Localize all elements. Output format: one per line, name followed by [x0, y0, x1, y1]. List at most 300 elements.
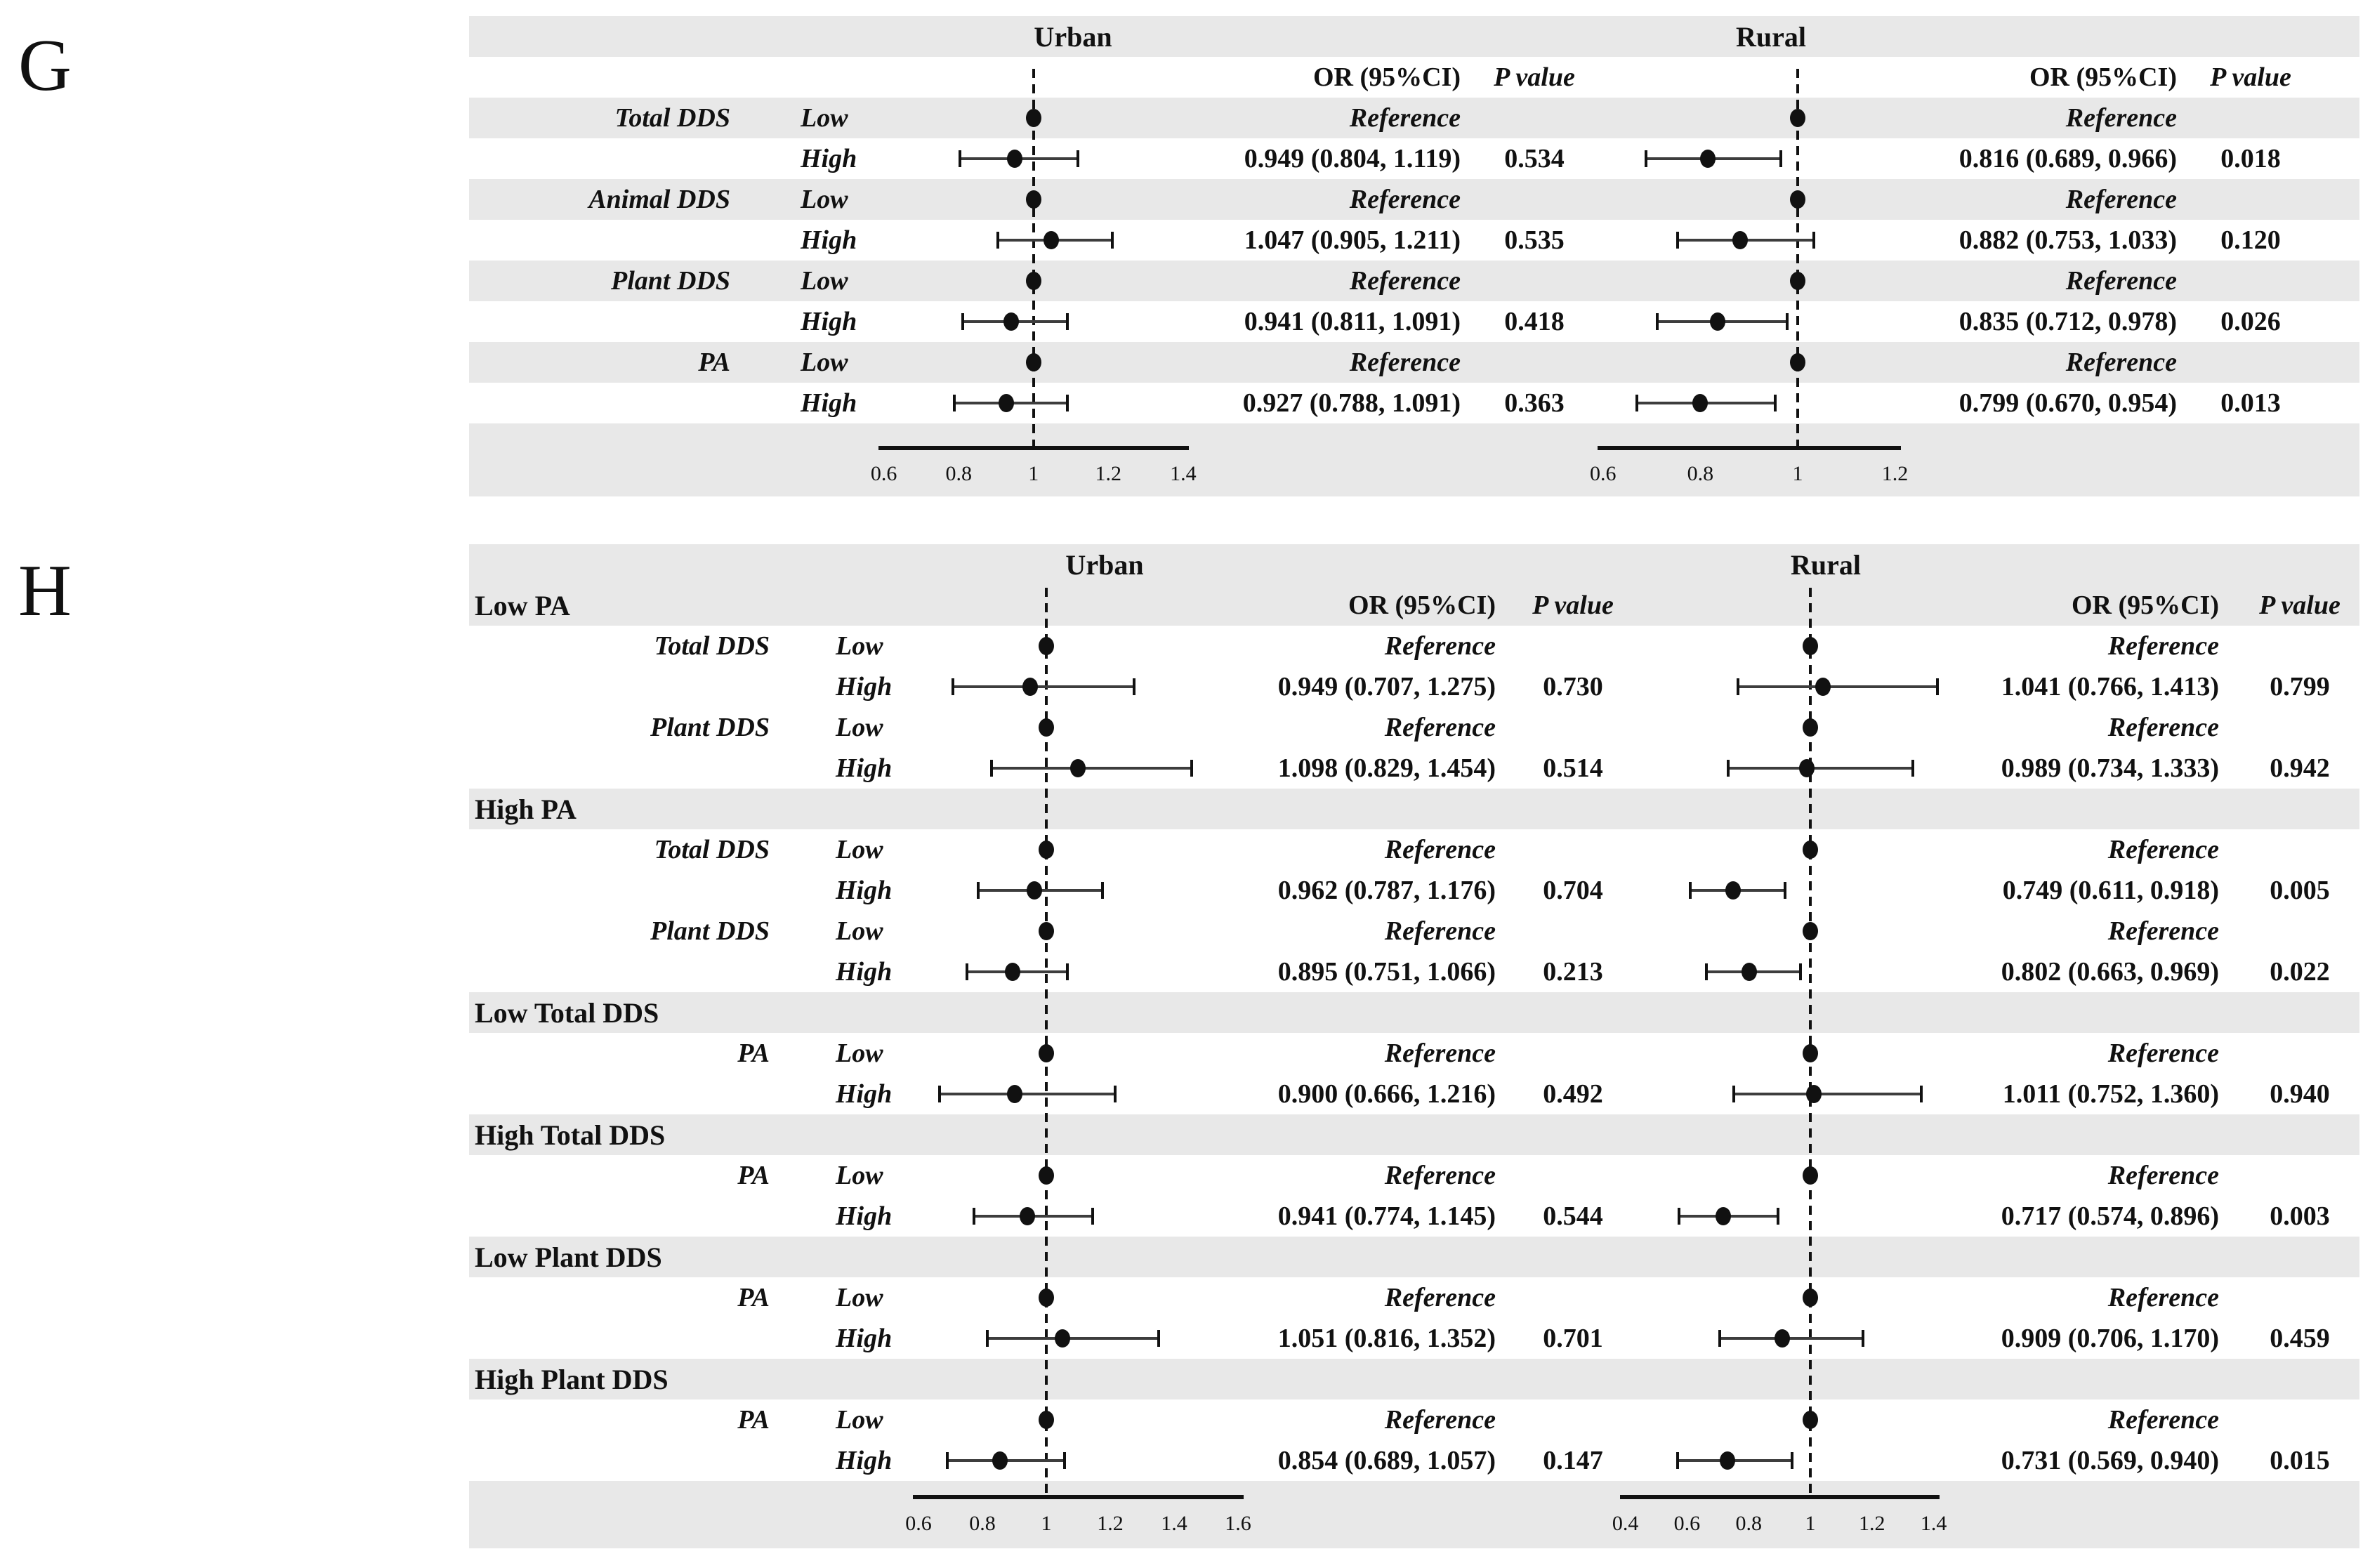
plot-cell-urban	[871, 748, 1236, 789]
or-point	[1732, 231, 1748, 249]
level-label-cell: High	[801, 388, 857, 418]
p-value-header-urban: P value	[1532, 591, 1614, 620]
forest-row	[469, 951, 2359, 992]
ci-cap-right	[1911, 760, 1914, 777]
or-ci-cell-rural	[1966, 1074, 2240, 1114]
axis-tick-label: 1	[1028, 462, 1039, 485]
plot-cell-urban	[871, 1440, 1236, 1481]
level-label-cell: Low	[836, 1161, 883, 1190]
axis-tick-label: 1	[1805, 1512, 1816, 1535]
or-point	[992, 1451, 1008, 1470]
forest-row	[469, 220, 2359, 261]
p-value-cell-urban: 0.492	[1543, 1079, 1603, 1109]
reference-point	[1790, 190, 1805, 209]
ci-cap-left	[1676, 232, 1679, 249]
region-title-row	[469, 544, 2359, 585]
plot-cell-urban	[871, 870, 1236, 911]
ci-cap-right	[1786, 313, 1789, 330]
region-title-rural: Rural	[1736, 20, 1806, 53]
p-value-cell-rural	[2191, 342, 2310, 383]
reference-label: Reference	[1384, 1405, 1496, 1435]
or-ci-cell-rural	[1937, 383, 2191, 423]
or-point	[1725, 881, 1741, 900]
ci-cap-right	[1133, 678, 1135, 695]
plot-cell-urban	[871, 1155, 1236, 1196]
forest-row	[469, 1155, 2359, 1196]
plot-cell-rural	[1629, 1399, 1966, 1440]
axis-tick-label: 1.2	[1859, 1512, 1885, 1535]
p-value-cell-rural	[2240, 626, 2359, 666]
group-label-cell	[469, 1074, 779, 1114]
p-value-cell-rural: 0.940	[2270, 1079, 2330, 1109]
or-point	[1710, 312, 1725, 331]
or-ci-cell-rural	[1966, 911, 2240, 951]
reference-point	[1039, 841, 1054, 859]
or-point	[1775, 1329, 1790, 1348]
or-ci-cell-urban	[1208, 301, 1475, 342]
plot-cell-urban	[871, 911, 1236, 951]
p-value-cell-urban	[1517, 707, 1629, 748]
or-ci-value: 0.895 (0.751, 1.066)	[1277, 957, 1496, 987]
level-label-cell: Low	[836, 1039, 883, 1068]
reference-point	[1790, 109, 1805, 127]
ci-cap-left	[953, 395, 956, 411]
or-ci-cell-urban	[1208, 138, 1475, 179]
plot-cell-rural	[1629, 1440, 1966, 1481]
reference-point	[1803, 637, 1818, 655]
group-label-cell	[469, 1196, 779, 1237]
or-ci-value: 1.047 (0.905, 1.211)	[1244, 225, 1461, 255]
ci-bar	[953, 685, 1134, 688]
reference-point	[1803, 841, 1818, 859]
forest-row	[469, 911, 2359, 951]
p-value-cell-rural: 0.015	[2270, 1446, 2330, 1475]
p-value-cell-rural: 0.005	[2270, 876, 2330, 905]
or-ci-value: 0.949 (0.707, 1.275)	[1277, 672, 1496, 701]
or-ci-cell-rural	[1937, 342, 2191, 383]
p-value-cell-urban	[1475, 179, 1594, 220]
region-title-row	[469, 16, 2359, 57]
reference-label: Reference	[1349, 348, 1461, 377]
axis-tick-label: 0.8	[969, 1512, 996, 1535]
reference-label: Reference	[2107, 835, 2219, 864]
or-point	[1044, 231, 1059, 249]
axis-line-rural	[1598, 446, 1901, 450]
ci-cap-right	[1936, 678, 1939, 695]
level-label-cell: Low	[801, 348, 848, 377]
section-label: Low PA	[475, 589, 570, 621]
level-label-cell: High	[801, 225, 857, 255]
or-ci-cell-rural	[1966, 707, 2240, 748]
group-label-cell: Plant DDS	[650, 916, 770, 946]
level-label-cell: Low	[801, 185, 848, 214]
or-ci-cell-rural	[1937, 138, 2191, 179]
plot-cell-rural	[1629, 951, 1966, 992]
or-ci-cell-urban	[1236, 626, 1517, 666]
axis-tick-label: 0.6	[905, 1512, 932, 1535]
ci-cap-right	[1784, 882, 1786, 899]
plot-cell-urban	[865, 342, 1208, 383]
or-ci-value: 0.949 (0.804, 1.119)	[1244, 144, 1461, 173]
reference-label: Reference	[2107, 1161, 2219, 1190]
or-ci-value: 0.717 (0.574, 0.896)	[2001, 1201, 2219, 1231]
reference-point	[1803, 1044, 1818, 1062]
p-value-cell-urban	[1517, 1399, 1629, 1440]
axis-tick-label: 0.6	[1590, 462, 1617, 485]
or-ci-cell-rural	[1966, 1440, 2240, 1481]
reference-point	[1039, 1411, 1054, 1429]
section-label: High Plant DDS	[475, 1363, 669, 1395]
or-ci-header-urban: OR (95%CI)	[1348, 591, 1496, 620]
reference-point	[1790, 272, 1805, 290]
p-value-cell-rural: 0.120	[2220, 225, 2281, 255]
reference-label: Reference	[2065, 266, 2177, 296]
plot-cell-rural	[1629, 1196, 1966, 1237]
p-value-header-rural: P value	[2210, 62, 2291, 92]
section-label-cell	[469, 585, 871, 626]
axis-tick-label: 1.2	[1881, 462, 1909, 485]
or-ci-value: 0.941 (0.811, 1.091)	[1244, 307, 1461, 336]
p-value-cell-rural	[2240, 1399, 2359, 1440]
or-ci-value: 1.011 (0.752, 1.360)	[2002, 1079, 2219, 1109]
p-value-cell-urban: 0.704	[1543, 876, 1603, 905]
ci-cap-left	[1656, 313, 1659, 330]
or-point	[1742, 963, 1757, 981]
group-label-cell: PA	[737, 1161, 770, 1190]
ci-cap-left	[990, 760, 993, 777]
ci-cap-left	[1645, 150, 1647, 167]
group-label-cell: Animal DDS	[588, 185, 730, 214]
axis-tick-label: 1.2	[1095, 462, 1122, 485]
ci-bar	[1728, 767, 1913, 770]
or-point	[1007, 150, 1022, 168]
axis-line-rural	[1620, 1495, 1940, 1499]
forest-row	[469, 666, 2359, 707]
reference-label: Reference	[1384, 1283, 1496, 1312]
axis-tick-label: 1.6	[1225, 1512, 1251, 1535]
reference-point	[1039, 1166, 1054, 1185]
ci-cap-left	[1737, 678, 1739, 695]
group-label-cell: PA	[737, 1039, 770, 1068]
or-ci-cell-rural	[1937, 301, 2191, 342]
p-value-cell-rural: 0.003	[2270, 1201, 2330, 1231]
or-ci-cell-rural	[1937, 220, 2191, 261]
ci-cap-right	[1779, 150, 1782, 167]
ci-cap-left	[1718, 1330, 1721, 1347]
or-ci-cell-urban	[1236, 707, 1517, 748]
reference-point	[1790, 353, 1805, 371]
or-point	[1806, 1085, 1822, 1103]
axis-tick-label: 1	[1792, 462, 1803, 485]
ci-cap-left	[961, 313, 964, 330]
axis-tick-label: 1	[1041, 1512, 1052, 1535]
group-label-cell	[469, 301, 772, 342]
axis-tick-label: 0.6	[870, 462, 897, 485]
reference-point	[1039, 922, 1054, 940]
reference-point	[1026, 353, 1041, 371]
p-value-cell-urban: 0.535	[1504, 225, 1565, 255]
or-point	[1027, 881, 1042, 900]
or-point	[999, 394, 1014, 412]
or-ci-value: 0.802 (0.663, 0.969)	[2001, 957, 2219, 987]
level-label-cell: Low	[801, 103, 848, 133]
group-label-cell: Total DDS	[654, 835, 770, 864]
reference-point	[1803, 1411, 1818, 1429]
section-row	[469, 1114, 2359, 1155]
ci-cap-right	[1111, 232, 1114, 249]
p-value-cell-urban	[1517, 1277, 1629, 1318]
or-ci-cell-rural	[1966, 1277, 2240, 1318]
reference-point	[1026, 272, 1041, 290]
or-ci-value: 0.962 (0.787, 1.176)	[1277, 876, 1496, 905]
ci-cap-left	[977, 882, 980, 899]
or-ci-cell-urban	[1236, 1277, 1517, 1318]
or-point	[1692, 394, 1708, 412]
reference-label: Reference	[2065, 185, 2177, 214]
or-point	[1022, 678, 1038, 696]
or-ci-cell-urban	[1236, 1074, 1517, 1114]
reference-label: Reference	[2107, 1039, 2219, 1068]
ci-cap-left	[946, 1452, 949, 1469]
or-ci-value: 0.731 (0.569, 0.940)	[2001, 1446, 2219, 1475]
plot-cell-rural	[1629, 666, 1966, 707]
forest-panel-g	[469, 16, 2359, 496]
or-ci-cell-urban	[1208, 220, 1475, 261]
or-ci-header-urban: OR (95%CI)	[1312, 62, 1461, 92]
plot-cell-rural	[1629, 1277, 1966, 1318]
p-value-cell-rural	[2191, 179, 2310, 220]
ci-bar	[1738, 685, 1937, 688]
ci-cap-left	[1676, 1452, 1679, 1469]
or-point	[1799, 759, 1815, 777]
level-label-cell: High	[836, 1201, 893, 1231]
forest-row	[469, 748, 2359, 789]
plot-cell-rural	[1594, 98, 1937, 138]
ci-cap-left	[952, 678, 954, 695]
forest-row	[469, 1440, 2359, 1481]
p-value-cell-urban: 0.213	[1543, 957, 1603, 987]
or-ci-value: 0.854 (0.689, 1.057)	[1277, 1446, 1496, 1475]
ci-bar	[992, 767, 1191, 770]
or-ci-header-rural: OR (95%CI)	[2071, 591, 2219, 620]
reference-point	[1039, 1289, 1054, 1307]
reference-point	[1039, 718, 1054, 737]
p-value-cell-urban: 0.147	[1543, 1446, 1603, 1475]
region-title-urban: Urban	[1034, 20, 1112, 53]
reference-label: Reference	[1384, 916, 1496, 946]
plot-cell-urban	[871, 829, 1236, 870]
p-value-cell-rural	[2240, 829, 2359, 870]
or-ci-cell-urban	[1236, 951, 1517, 992]
group-label-cell	[469, 951, 779, 992]
group-label-cell: PA	[698, 348, 730, 377]
ci-cap-right	[1920, 1086, 1923, 1102]
ci-bar	[940, 1093, 1115, 1095]
group-label-cell	[469, 138, 772, 179]
or-ci-cell-rural	[1966, 951, 2240, 992]
forest-row	[469, 383, 2359, 423]
group-label-cell	[469, 666, 779, 707]
or-ci-cell-urban	[1236, 870, 1517, 911]
section-row	[469, 1359, 2359, 1399]
reference-label: Reference	[1384, 1161, 1496, 1190]
level-label-cell: High	[836, 672, 893, 701]
forest-row	[469, 1033, 2359, 1074]
plot-cell-urban	[865, 383, 1208, 423]
p-value-cell-urban: 0.418	[1504, 307, 1565, 336]
plot-cell-rural	[1629, 829, 1966, 870]
or-ci-cell-urban	[1236, 1440, 1517, 1481]
or-point	[1700, 150, 1716, 168]
p-value-cell-urban: 0.363	[1504, 388, 1565, 418]
section-label: High Total DDS	[475, 1119, 666, 1151]
panel-letter-h: H	[18, 549, 72, 631]
or-ci-header-rural: OR (95%CI)	[2029, 62, 2177, 92]
group-label-cell: PA	[737, 1283, 770, 1312]
group-label-cell	[469, 383, 772, 423]
or-ci-cell-urban	[1208, 98, 1475, 138]
level-label-cell: High	[836, 1324, 893, 1353]
group-label-cell	[469, 870, 779, 911]
axis-tick-label: 0.8	[945, 462, 972, 485]
axis-tick-label: 0.6	[1673, 1512, 1701, 1535]
ci-cap-left	[973, 1208, 975, 1225]
forest-row	[469, 179, 2359, 220]
or-ci-value: 0.882 (0.753, 1.033)	[1958, 225, 2177, 255]
reference-label: Reference	[1384, 631, 1496, 661]
or-ci-value: 0.799 (0.670, 0.954)	[1958, 388, 2177, 418]
plot-spacer-rural	[1594, 57, 1937, 98]
group-label-cell	[469, 1440, 779, 1481]
forest-row	[469, 829, 2359, 870]
p-value-cell-urban	[1475, 98, 1594, 138]
plot-cell-rural	[1594, 342, 1937, 383]
plot-spacer-urban	[871, 585, 1236, 626]
reference-label: Reference	[1349, 103, 1461, 133]
plot-cell-urban	[865, 301, 1208, 342]
forest-row	[469, 98, 2359, 138]
reference-label: Reference	[1384, 713, 1496, 742]
axis-tick-label: 1.4	[1161, 1512, 1187, 1535]
plot-cell-urban	[865, 138, 1208, 179]
plot-cell-urban	[871, 1074, 1236, 1114]
plot-cell-rural	[1629, 748, 1966, 789]
p-value-cell-rural	[2191, 98, 2310, 138]
reference-label: Reference	[2107, 916, 2219, 946]
reference-point	[1803, 718, 1818, 737]
or-ci-cell-rural	[1966, 626, 2240, 666]
or-point	[1003, 312, 1019, 331]
reference-label: Reference	[2107, 713, 2219, 742]
ci-cap-left	[1689, 882, 1692, 899]
p-value-cell-rural	[2240, 1277, 2359, 1318]
reference-point	[1803, 1289, 1818, 1307]
forest-row	[469, 301, 2359, 342]
plot-cell-rural	[1594, 179, 1937, 220]
reference-label: Reference	[1349, 266, 1461, 296]
or-ci-cell-urban	[1236, 748, 1517, 789]
p-value-cell-rural: 0.026	[2220, 307, 2281, 336]
reference-label: Reference	[2107, 631, 2219, 661]
plot-cell-rural	[1629, 626, 1966, 666]
reference-point	[1039, 637, 1054, 655]
group-label-cell	[469, 748, 779, 789]
or-point	[1716, 1207, 1731, 1225]
or-ci-cell-rural	[1966, 748, 2240, 789]
or-ci-cell-urban	[1236, 1155, 1517, 1196]
reference-point	[1803, 1166, 1818, 1185]
p-value-cell-rural	[2191, 261, 2310, 301]
section-label: Low Plant DDS	[475, 1241, 662, 1273]
ci-cap-right	[1777, 1208, 1779, 1225]
level-label-cell: Low	[836, 631, 883, 661]
or-ci-cell-rural	[1966, 1155, 2240, 1196]
level-label-cell: High	[836, 753, 893, 783]
p-value-cell-urban: 0.514	[1543, 753, 1603, 783]
level-label-cell: Low	[836, 835, 883, 864]
p-value-cell-rural: 0.022	[2270, 957, 2330, 987]
or-ci-value: 1.098 (0.829, 1.454)	[1277, 753, 1496, 783]
p-value-cell-rural	[2240, 911, 2359, 951]
or-ci-cell-rural	[1966, 1399, 2240, 1440]
ci-cap-right	[1774, 395, 1777, 411]
group-label-cell: Plant DDS	[650, 713, 770, 742]
plot-cell-urban	[871, 1196, 1236, 1237]
ci-cap-right	[1063, 1452, 1066, 1469]
forest-row	[469, 261, 2359, 301]
or-ci-cell-urban	[1236, 666, 1517, 707]
forest-row	[469, 1074, 2359, 1114]
p-value-header-urban: P value	[1494, 62, 1575, 92]
ci-cap-right	[1862, 1330, 1864, 1347]
plot-cell-rural	[1629, 870, 1966, 911]
ci-cap-right	[1157, 1330, 1160, 1347]
plot-cell-urban	[871, 1399, 1236, 1440]
reference-point	[1026, 109, 1041, 127]
ci-bar	[987, 1337, 1159, 1340]
axis-tick-label: 1.4	[1920, 1512, 1947, 1535]
plot-cell-rural	[1594, 138, 1937, 179]
column-header-row	[469, 57, 2359, 98]
plot-cell-urban	[865, 179, 1208, 220]
or-ci-cell-urban	[1236, 1196, 1517, 1237]
or-ci-value: 0.900 (0.666, 1.216)	[1277, 1079, 1496, 1109]
plot-cell-rural	[1594, 220, 1937, 261]
or-ci-cell-urban	[1208, 342, 1475, 383]
ci-cap-right	[1066, 395, 1069, 411]
or-ci-cell-rural	[1966, 666, 2240, 707]
level-label-cell: Low	[801, 266, 848, 296]
ci-cap-left	[1705, 963, 1708, 980]
forest-row	[469, 138, 2359, 179]
forest-row	[469, 626, 2359, 666]
plot-cell-rural	[1629, 1155, 1966, 1196]
plot-cell-rural	[1629, 1074, 1966, 1114]
axis-line-urban	[913, 1495, 1244, 1499]
reference-label: Reference	[1384, 1039, 1496, 1068]
plot-cell-urban	[865, 98, 1208, 138]
p-value-cell-rural: 0.018	[2220, 144, 2281, 173]
or-ci-cell-urban	[1208, 261, 1475, 301]
section-label-cell	[469, 57, 865, 98]
group-label-cell: Plant DDS	[611, 266, 730, 296]
p-value-cell-rural: 0.799	[2270, 672, 2330, 701]
plot-spacer-urban	[865, 57, 1208, 98]
plot-cell-rural	[1594, 383, 1937, 423]
ci-cap-left	[938, 1086, 941, 1102]
or-ci-cell-rural	[1966, 1033, 2240, 1074]
axis-tick-label: 0.4	[1612, 1512, 1639, 1535]
